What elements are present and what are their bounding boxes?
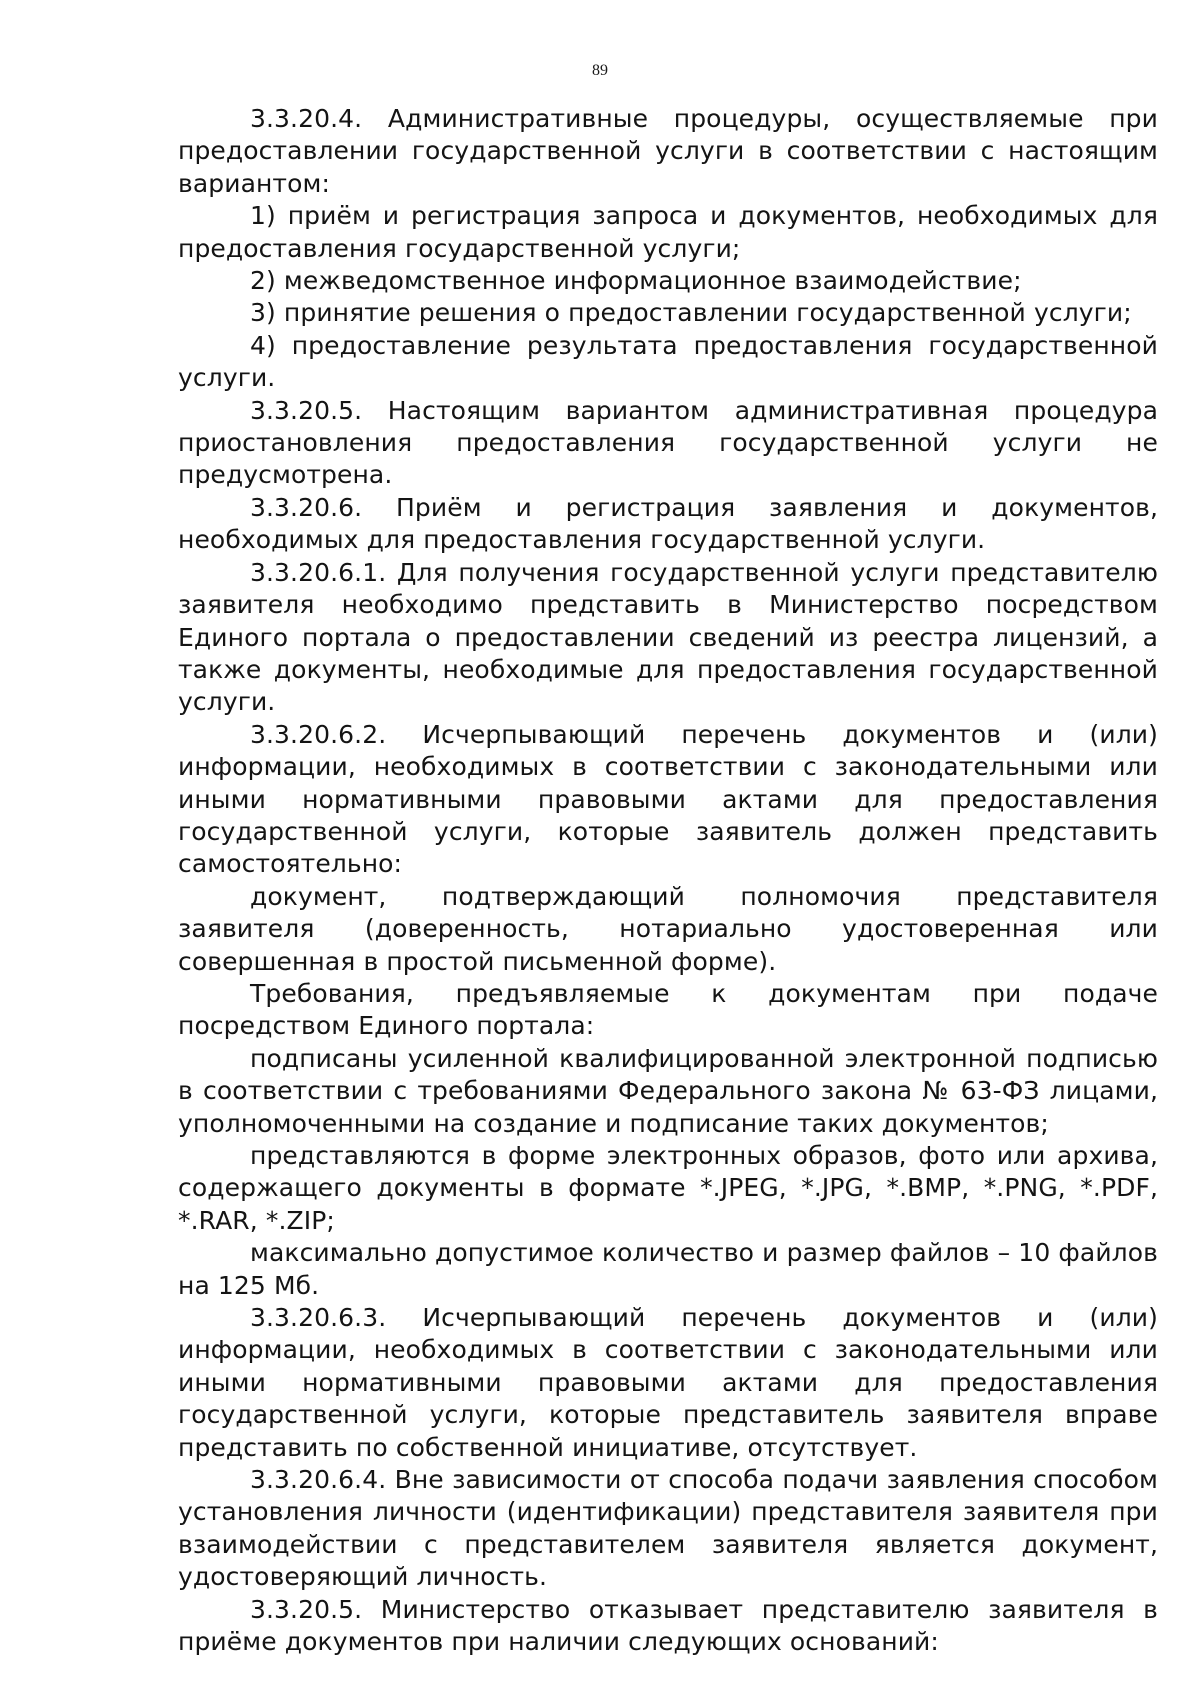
- paragraph-power-of-attorney: документ, подтверждающий полномочия представителя заявителя (доверенность, нотариально удостоверенная или совершенная в простой письменной форме).: [178, 881, 1158, 976]
- paragraph-3-3-20-6-3: 3.3.20.6.3. Исчерпывающий перечень документов и (или) информации, необходимых в соответствии с законодательными или иными нормативными правовыми актами для предоставления государственной услуги, которые представитель заявителя вправе представить по собственной инициативе, отсутствует.: [178, 1303, 1158, 1462]
- paragraph-3-3-20-5: 3.3.20.5. Настоящим вариантом административная процедура приостановления предоставления государственной услуги не предусмотрена.: [178, 395, 1158, 490]
- paragraph-3-3-20-4: 3.3.20.4. Административные процедуры, осуществляемые при предоставлении государственной услуги в соответствии с настоящим вариантом:: [178, 104, 1158, 198]
- list-item-4: 4) предоставление результата предоставления государственной услуги.: [178, 330, 1158, 393]
- document-body: [178, 103, 1158, 1659]
- paragraph-file-limits: максимально допустимое количество и размер файлов – 10 файлов на 125 Мб.: [178, 1238, 1158, 1300]
- paragraph-3-3-20-6: 3.3.20.6. Приём и регистрация заявления и документов, необходимых для предоставления государственной услуги.: [178, 492, 1158, 555]
- list-item-2: 2) межведомственное информационное взаимодействие;: [250, 266, 1022, 296]
- paragraph-3-3-20-6-2: 3.3.20.6.2. Исчерпывающий перечень документов и (или) информации, необходимых в соответствии с законодательными или иными нормативными правовыми актами для предоставления государственной услуги, которые заявитель должен представить самостоятельно:: [178, 719, 1158, 879]
- paragraph-3-3-20-5-refusal: 3.3.20.5. Министерство отказывает представителю заявителя в приёме документов при наличии следующих оснований:: [178, 1594, 1158, 1657]
- page-number: 89: [592, 62, 608, 79]
- paragraph-requirements: Требования, предъявляемые к документам при подаче посредством Единого портала:: [178, 978, 1158, 1041]
- paragraph-3-3-20-6-4: 3.3.20.6.4. Вне зависимости от способа подачи заявления способом установления личности (идентификации) представителя заявителя при взаимодействии с представителем заявителя является документ, удостоверяющий личность.: [178, 1465, 1158, 1592]
- list-item-3: 3) принятие решения о предоставлении государственной услуги;: [250, 298, 1132, 328]
- paragraph-file-formats: представляются в форме электронных образов, фото или архива, содержащего документы в формате *.JPEG, *.JPG, *.BMP, *.PNG, *.PDF, *.RAR, *.ZIP;: [178, 1141, 1158, 1235]
- paragraph-3-3-20-6-1: 3.3.20.6.1. Для получения государственной услуги представителю заявителя необходимо представить в Министерство посредством Единого портала о предоставлении сведений из реестра лицензий, а также документы, необходимые для предоставления государственной услуги.: [178, 557, 1158, 717]
- paragraph-signature-requirement: подписаны усиленной квалифицированной электронной подписью в соответствии с требованиями Федерального закона № 63-ФЗ лицами, уполномоченными на создание и подписание таких документов;: [178, 1043, 1158, 1138]
- list-item-1: 1) приём и регистрация запроса и документов, необходимых для предоставления государственной услуги;: [178, 201, 1158, 263]
